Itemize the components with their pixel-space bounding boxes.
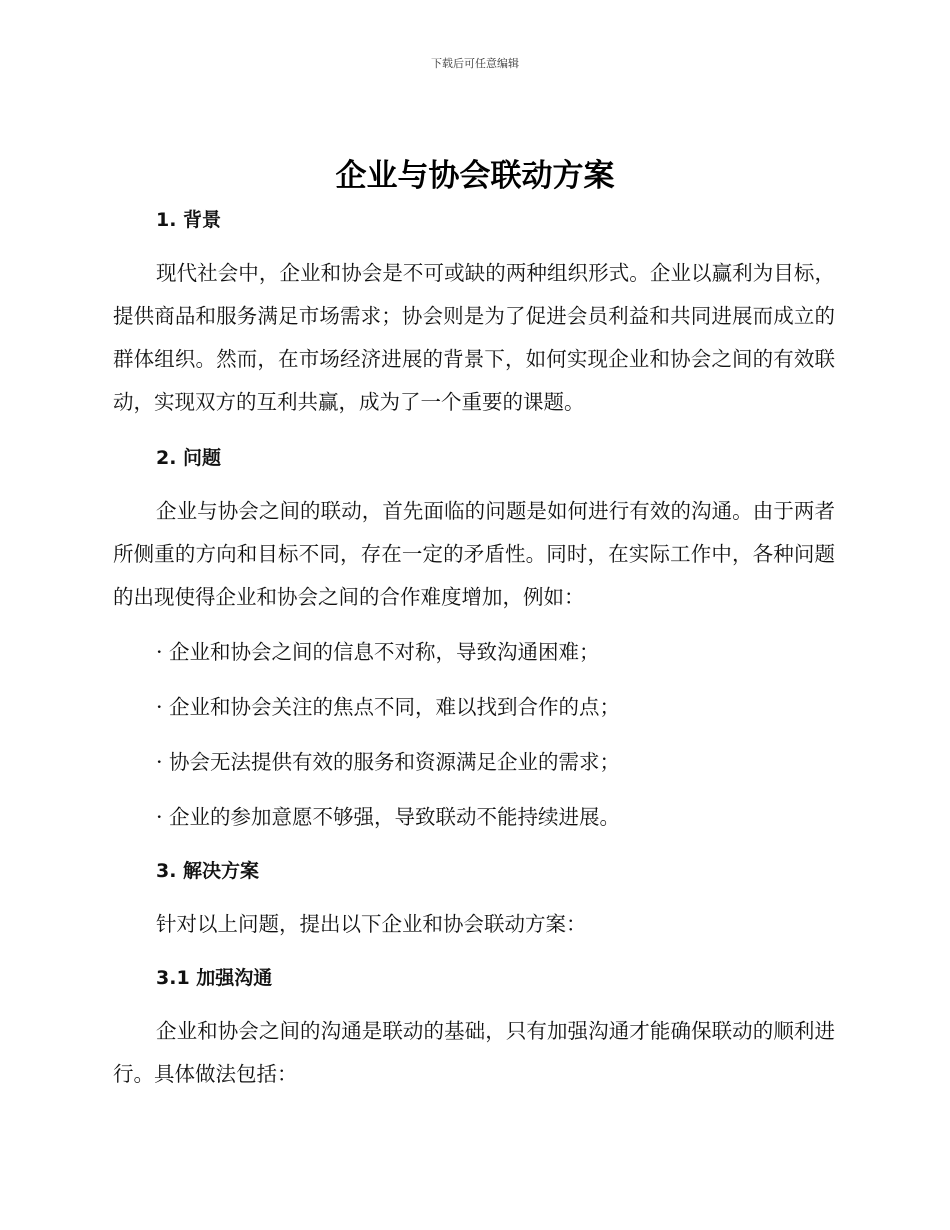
problem-bullet: · 企业的参加意愿不够强，导致联动不能持续进展。 [156, 805, 621, 829]
header-note: 下载后可任意编辑 [431, 57, 519, 70]
problem-bullet: · 企业和协会关注的焦点不同，难以找到合作的点； [156, 695, 621, 719]
communication-paragraph: 企业和协会之间的沟通是联动的基础，只有加强沟通才能确保联动的顺利进行。具体做法包括： [113, 1019, 835, 1086]
solution-paragraph: 针对以上问题，提出以下企业和协会联动方案： [156, 912, 587, 936]
section-heading-solution: 3. 解决方案 [156, 860, 260, 882]
document-title: 企业与协会联动方案 [335, 158, 615, 194]
problem-bullet: · 协会无法提供有效的服务和资源满足企业的需求； [156, 750, 621, 774]
problem-paragraph: 企业与协会之间的联动，首先面临的问题是如何进行有效的沟通。由于两者所侧重的方向和目标不同，存在一定的矛盾性。同时，在实际工作中，各种问题的出现使得企业和协会之间的合作难度增加，例如： [113, 499, 835, 609]
background-paragraph: 现代社会中，企业和协会是不可或缺的两种组织形式。企业以赢利为目标，提供商品和服务满足市场需求；协会则是为了促进会员利益和共同进展而成立的群体组织。然而，在市场经济进展的背景下，如何实现企业和协会之间的有效联动，实现双方的互利共赢，成为了一个重要的课题。 [113, 261, 835, 414]
section-heading-problem: 2. 问题 [156, 447, 222, 469]
document-body [113, 200, 835, 1096]
section-heading-communication: 3.1 加强沟通 [156, 967, 273, 989]
problem-bullet: · 企业和协会之间的信息不对称，导致沟通困难； [156, 640, 600, 664]
section-heading-background: 1. 背景 [156, 209, 222, 231]
